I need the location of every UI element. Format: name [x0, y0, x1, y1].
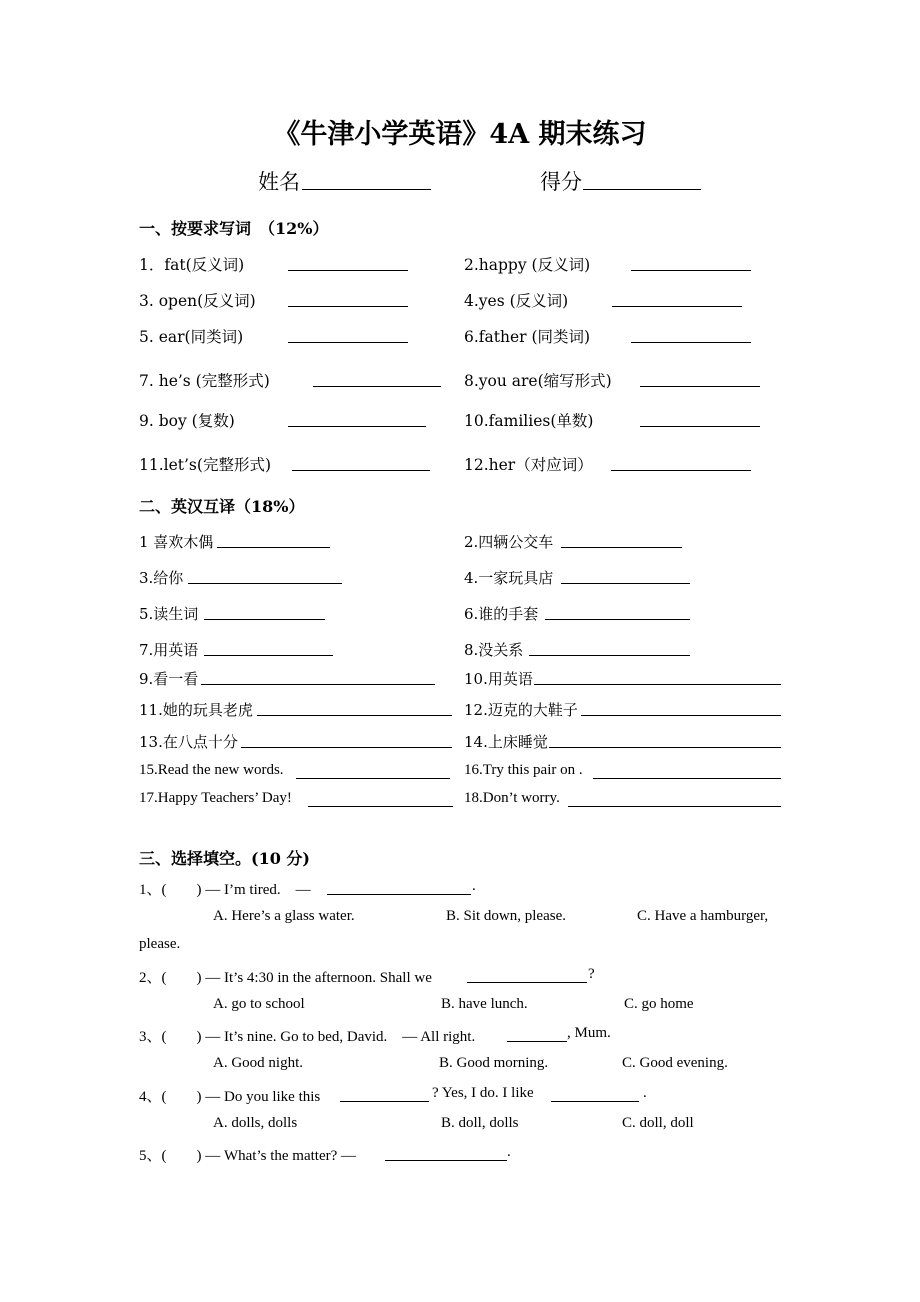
- s2-item-15: 15.Read the new words.: [139, 762, 284, 778]
- score-label: 得分: [540, 170, 582, 194]
- s1-blank-1[interactable]: [288, 254, 408, 271]
- section1-heading: 一、按要求写词 （12%）: [139, 219, 329, 238]
- s2-item-13: 13.在八点十分: [139, 733, 238, 751]
- s2-blank-9[interactable]: [201, 669, 435, 685]
- s2-blank-12[interactable]: [581, 700, 781, 716]
- s2-item-4: 4.一家玩具店: [464, 569, 554, 587]
- s2-blank-13[interactable]: [241, 732, 452, 748]
- s1-item-8: 8.you are(缩写形式): [464, 372, 612, 390]
- s1-blank-4[interactable]: [612, 290, 742, 307]
- s1-blank-2[interactable]: [631, 254, 751, 271]
- s2-item-18: 18.Don’t worry.: [464, 790, 560, 806]
- s2-blank-5[interactable]: [204, 604, 325, 620]
- s1-item-5: 5. ear(同类词): [139, 328, 244, 346]
- s2-blank-3[interactable]: [188, 568, 342, 584]
- q3-option-a[interactable]: A. Good night.: [213, 1055, 303, 1071]
- q2-option-c[interactable]: C. go home: [624, 996, 694, 1012]
- q3-blank[interactable]: [507, 1026, 567, 1042]
- name-label: 姓名: [258, 170, 300, 194]
- s2-item-2: 2.四辆公交车: [464, 533, 554, 551]
- s2-item-17: 17.Happy Teachers’ Day!: [139, 790, 292, 806]
- s2-blank-4[interactable]: [561, 568, 690, 584]
- section3-heading: 三、选择填空。(10 分): [139, 849, 310, 868]
- s2-blank-15[interactable]: [296, 763, 450, 779]
- s1-item-1: 1．fat(反义词): [139, 256, 245, 274]
- s2-item-8: 8.没关系: [464, 641, 524, 659]
- s2-blank-16[interactable]: [593, 763, 781, 779]
- page-title: 《牛津小学英语》4A 期末练习: [273, 119, 647, 150]
- s2-blank-2[interactable]: [561, 532, 682, 548]
- s1-item-9: 9. boy (复数): [139, 412, 235, 430]
- s1-blank-12[interactable]: [611, 454, 751, 471]
- s1-item-7: 7. he’s (完整形式): [139, 372, 270, 390]
- q5-blank[interactable]: [385, 1145, 507, 1161]
- s1-blank-3[interactable]: [288, 290, 408, 307]
- q4-option-c[interactable]: C. doll, doll: [622, 1115, 694, 1131]
- s2-item-16: 16.Try this pair on .: [464, 762, 583, 778]
- s2-item-1: 1 喜欢木偶: [139, 533, 214, 551]
- q4-end: .: [643, 1085, 647, 1101]
- s2-blank-1[interactable]: [217, 532, 330, 548]
- q2-blank[interactable]: [467, 967, 587, 983]
- s2-item-3: 3.给你: [139, 569, 184, 587]
- s1-item-12: 12.her（对应词）: [464, 456, 593, 474]
- s2-blank-18[interactable]: [568, 791, 781, 807]
- q1-end: .: [472, 878, 476, 894]
- q2-option-a[interactable]: A. go to school: [213, 996, 305, 1012]
- q2-stem: 2、( ) — It’s 4:30 in the afternoon. Shall we: [139, 970, 432, 986]
- section2-heading: 二、英汉互译（18%）: [139, 497, 305, 516]
- q3-end: , Mum.: [567, 1025, 611, 1041]
- s1-item-6: 6.father (同类词): [464, 328, 591, 346]
- q5-end: .: [507, 1144, 511, 1160]
- s2-blank-6[interactable]: [545, 604, 690, 620]
- s2-blank-7[interactable]: [204, 640, 333, 656]
- q1-blank[interactable]: [327, 879, 471, 895]
- s2-item-11: 11.她的玩具老虎: [139, 701, 253, 719]
- name-blank[interactable]: [302, 170, 431, 190]
- q1-option-c[interactable]: C. Have a hamburger,: [637, 908, 769, 924]
- q4-blank-2[interactable]: [551, 1086, 639, 1102]
- q2-option-b[interactable]: B. have lunch.: [441, 996, 528, 1012]
- s1-blank-11[interactable]: [292, 454, 430, 471]
- q1-option-c-cont: please.: [139, 936, 181, 952]
- q1-option-a[interactable]: A. Here’s a glass water.: [213, 908, 355, 924]
- s2-blank-10[interactable]: [534, 669, 781, 685]
- s1-blank-10[interactable]: [640, 410, 760, 427]
- s1-item-2: 2.happy (反义词): [464, 256, 591, 274]
- q2-end: ?: [588, 966, 595, 982]
- s2-item-5: 5.读生词: [139, 605, 199, 623]
- s1-item-3: 3. open(反义词): [139, 292, 256, 310]
- s1-item-4: 4.yes (反义词): [464, 292, 569, 310]
- q4-blank-1[interactable]: [340, 1086, 429, 1102]
- q3-stem: 3、( ) — It’s nine. Go to bed, David. — All right.: [139, 1029, 476, 1045]
- s1-item-11: 11.let’s(完整形式): [139, 456, 271, 474]
- s2-item-6: 6.谁的手套: [464, 605, 539, 623]
- s1-blank-6[interactable]: [631, 326, 751, 343]
- s2-item-10: 10.用英语: [464, 670, 533, 688]
- q3-option-b[interactable]: B. Good morning.: [439, 1055, 549, 1071]
- s1-blank-9[interactable]: [288, 410, 426, 427]
- s2-blank-17[interactable]: [308, 791, 453, 807]
- q4-stem: 4、( ) — Do you like this: [139, 1089, 321, 1105]
- s2-item-14: 14.上床睡觉: [464, 733, 548, 751]
- q4-option-a[interactable]: A. dolls, dolls: [213, 1115, 298, 1131]
- s2-blank-8[interactable]: [529, 640, 690, 656]
- q1-stem: 1、( ) — I’m tired. —: [139, 882, 311, 898]
- s2-item-12: 12.迈克的大鞋子: [464, 701, 578, 719]
- q4-option-b[interactable]: B. doll, dolls: [441, 1115, 519, 1131]
- s2-item-7: 7.用英语: [139, 641, 199, 659]
- q5-stem: 5、( ) — What’s the matter? —: [139, 1148, 357, 1164]
- q3-option-c[interactable]: C. Good evening.: [622, 1055, 728, 1071]
- score-blank[interactable]: [583, 170, 701, 190]
- s2-item-9: 9.看一看: [139, 670, 199, 688]
- s1-item-10: 10.families(单数): [464, 412, 594, 430]
- s2-blank-11[interactable]: [257, 700, 452, 716]
- s2-blank-14[interactable]: [549, 732, 781, 748]
- s1-blank-7[interactable]: [313, 370, 441, 387]
- s1-blank-5[interactable]: [288, 326, 408, 343]
- s1-blank-8[interactable]: [640, 370, 760, 387]
- q4-mid: ? Yes, I do. I like: [432, 1085, 534, 1101]
- q1-option-b[interactable]: B. Sit down, please.: [446, 908, 566, 924]
